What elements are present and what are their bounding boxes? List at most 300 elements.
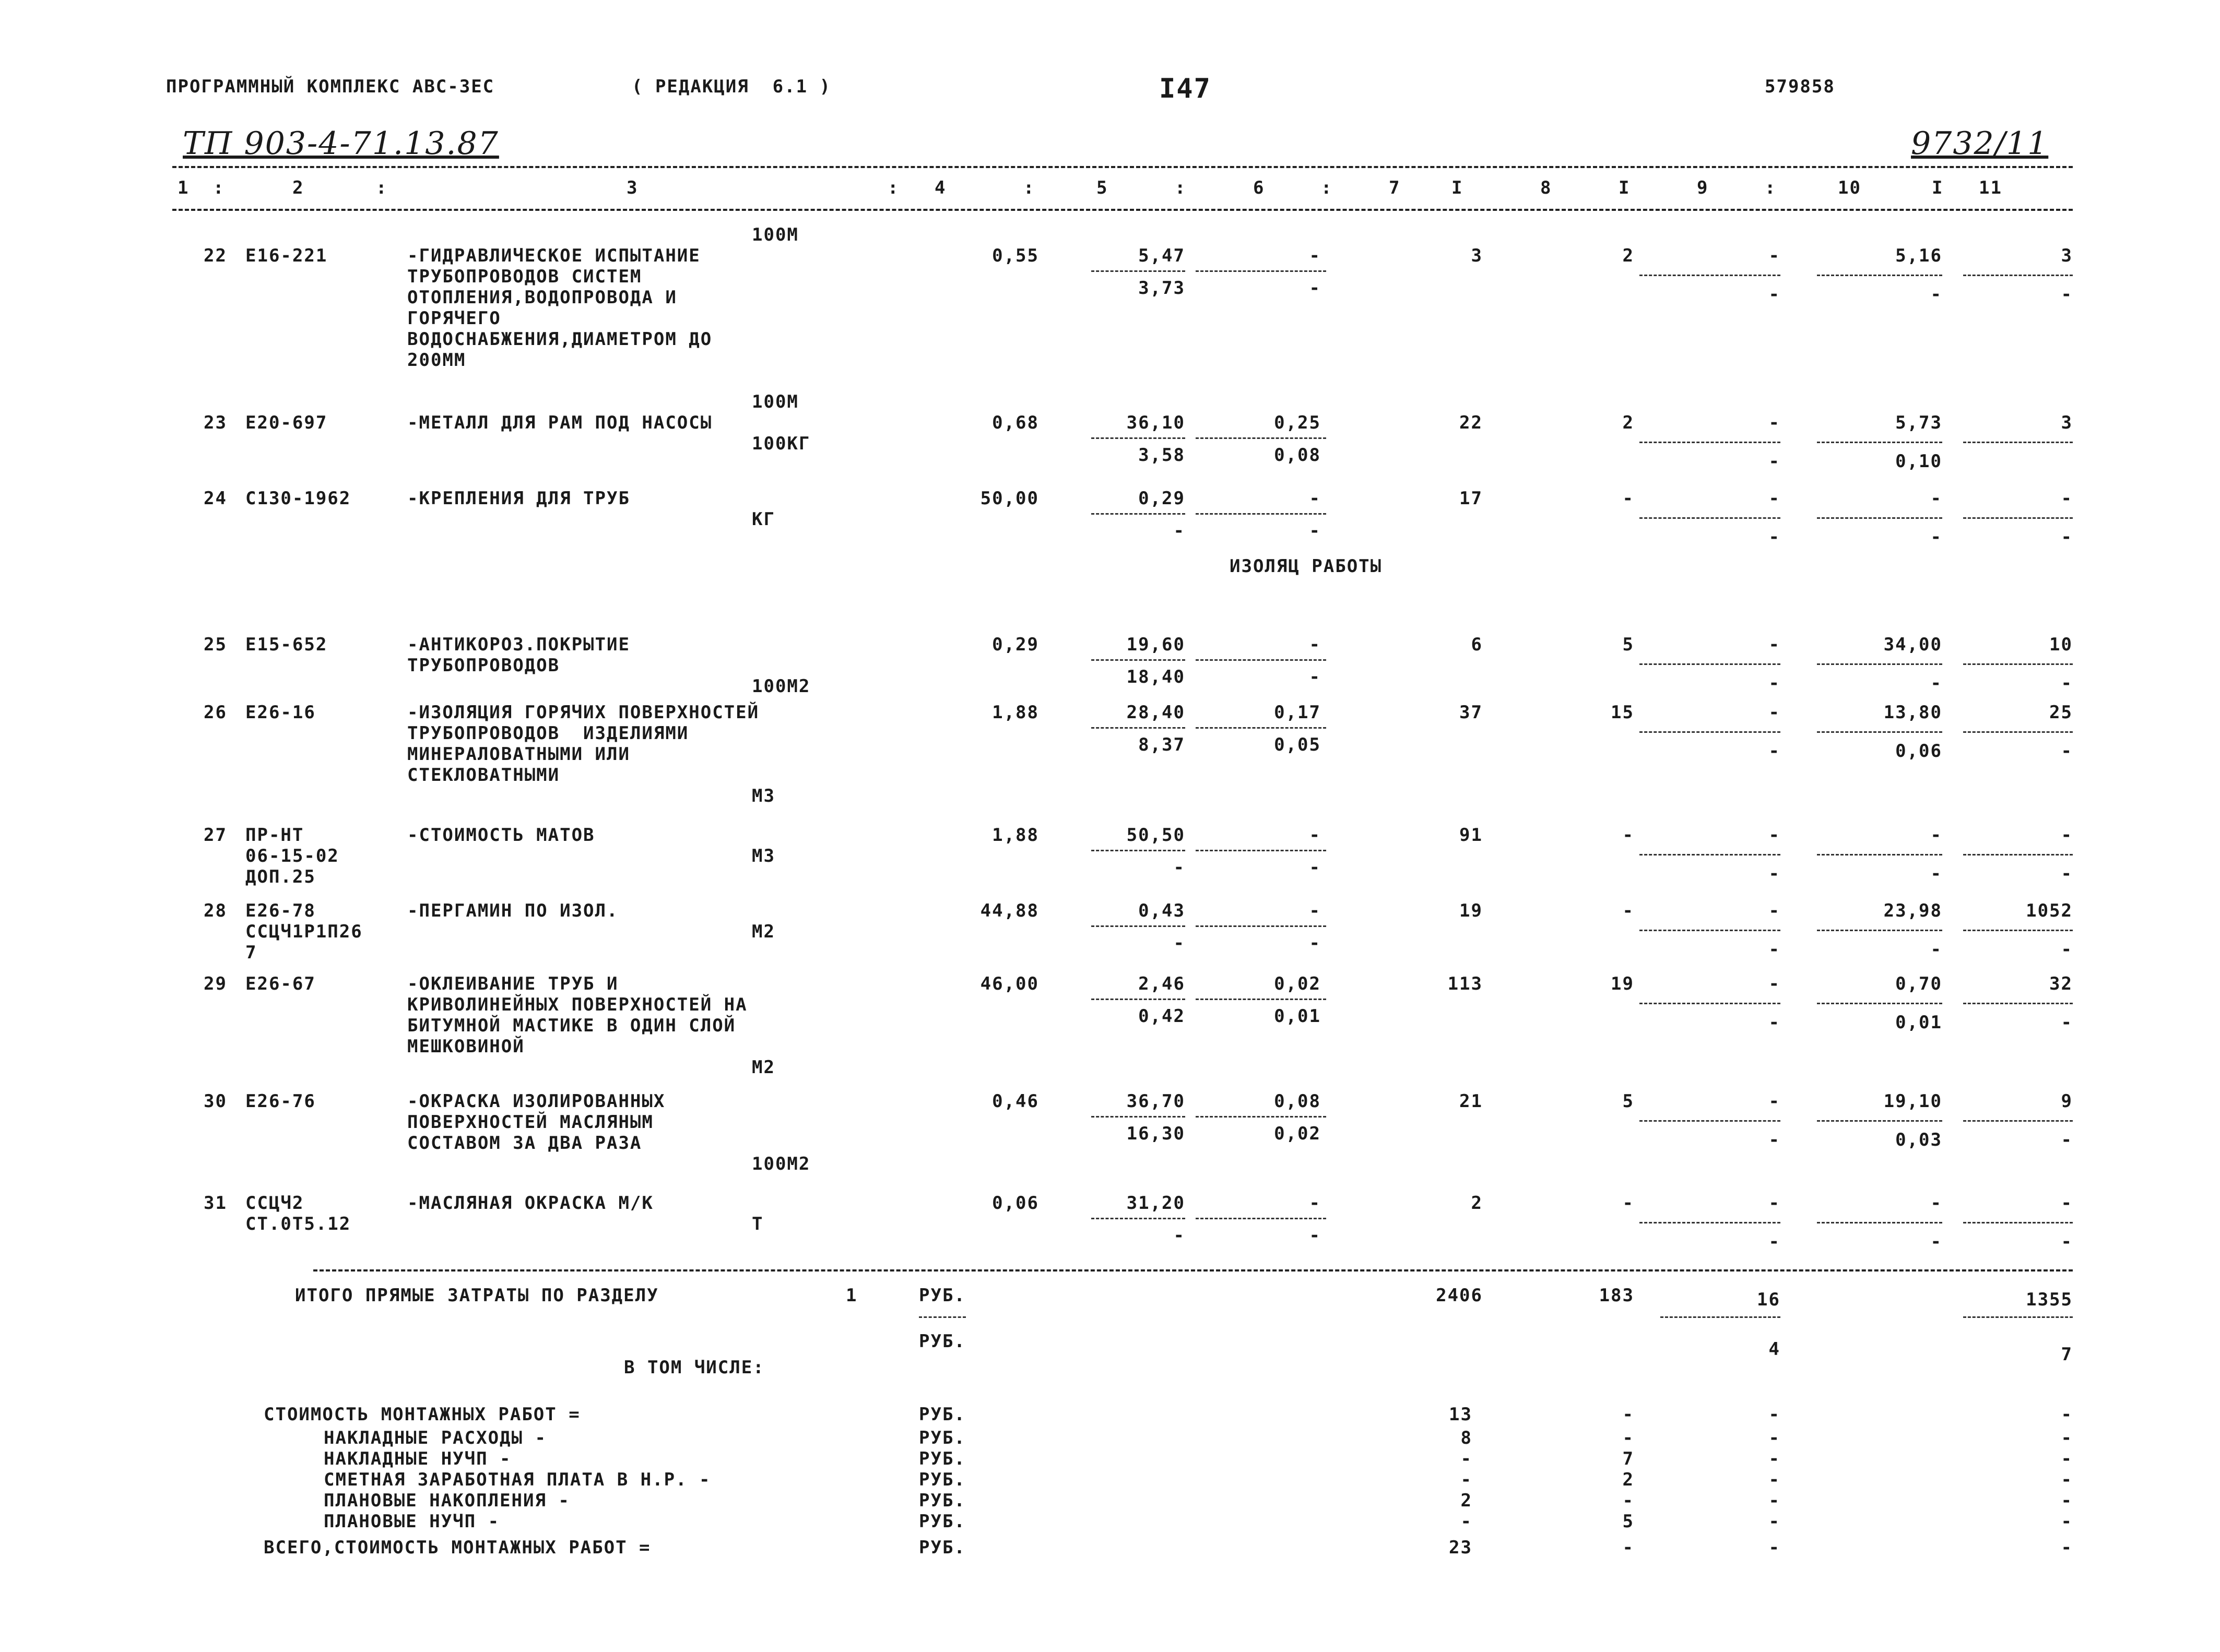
row-c8: -: [1622, 488, 1634, 509]
row-c9: -: [1768, 900, 1780, 921]
row-separator: [1817, 731, 1942, 733]
row-c11b: -: [2061, 741, 2073, 762]
row-c6b: -: [1309, 520, 1321, 541]
row-c10b: -: [1930, 1231, 1942, 1252]
row-c4: 0,29: [992, 634, 1039, 655]
row-c9: -: [1768, 634, 1780, 655]
row-c11: -: [2061, 488, 2073, 509]
summary-unit: РУБ.: [919, 1511, 966, 1532]
summary-col9: -: [1768, 1511, 1780, 1532]
row-c5b: 8,37: [1138, 734, 1185, 755]
row-c5b: 3,58: [1138, 445, 1185, 466]
row-separator: [1091, 270, 1185, 272]
row-c11: 32: [2049, 973, 2073, 994]
row-c7: 22: [1459, 412, 1483, 433]
summary-col7: 13: [1449, 1404, 1472, 1425]
row-code: Е15-652: [245, 634, 328, 655]
including-label: В ТОМ ЧИСЛЕ:: [624, 1357, 765, 1378]
column-header-1: :: [213, 177, 225, 198]
summary-label: НАКЛАДНЫЕ РАСХОДЫ -: [324, 1428, 547, 1448]
summary-col11: -: [2061, 1537, 2073, 1558]
row-description-line: ПОВЕРХНОСТЕЙ МАСЛЯНЫМ: [407, 1112, 654, 1133]
row-c11: 9: [2061, 1091, 2073, 1112]
summary-col11: -: [2061, 1448, 2073, 1469]
summary-label: ВСЕГО,СТОИМОСТЬ МОНТАЖНЫХ РАБОТ =: [264, 1537, 651, 1558]
row-separator: [1817, 1222, 1942, 1223]
summary-col8: -: [1622, 1537, 1634, 1558]
row-c6b: -: [1309, 667, 1321, 687]
row-code: Е20-697: [245, 412, 328, 433]
row-code-3: ДОП.25: [245, 866, 316, 887]
column-header-5: :: [888, 177, 900, 198]
row-separator: [1963, 442, 2073, 443]
row-separator: [1639, 442, 1780, 443]
row-c11b: -: [2061, 284, 2073, 305]
row-c9b: -: [1768, 863, 1780, 884]
row-code-2: СТ.0Т5.12: [245, 1214, 351, 1234]
row-code: Е26-67: [245, 973, 316, 994]
column-header-9: :: [1175, 177, 1187, 198]
row-separator: [1639, 1003, 1780, 1004]
row-c6b: -: [1309, 857, 1321, 878]
row-c4: 0,55: [992, 245, 1039, 266]
column-header-0: 1: [178, 177, 190, 198]
row-c10: 13,80: [1883, 702, 1942, 723]
row-c11: 1052: [2026, 900, 2073, 921]
row-c4: 0,68: [992, 412, 1039, 433]
row-separator: [1091, 513, 1185, 515]
column-header-6: 4: [935, 177, 947, 198]
row-c5: 5,47: [1138, 245, 1185, 266]
totals-section: 1: [846, 1285, 858, 1306]
totals-col8: 183: [1599, 1285, 1634, 1306]
summary-col8: 2: [1622, 1469, 1634, 1490]
row-c6: 0,25: [1274, 412, 1321, 433]
row-description-line: ТРУБОПРОВОДОВ ИЗДЕЛИЯМИ: [407, 723, 689, 744]
row-c4: 50,00: [980, 488, 1039, 509]
summary-label: ПЛАНОВЫЕ НУЧП -: [324, 1511, 500, 1532]
row-separator: [1639, 731, 1780, 733]
summary-unit: РУБ.: [919, 1537, 966, 1558]
row-separator: [1963, 854, 2073, 855]
row-c7: 91: [1459, 825, 1483, 846]
row-separator: [1196, 1218, 1326, 1219]
row-description-line: СТЕКЛОВАТНЫМИ: [407, 765, 560, 786]
row-description-line: -МАСЛЯНАЯ ОКРАСКА М/К: [407, 1193, 654, 1214]
row-c5b: 16,30: [1126, 1123, 1185, 1144]
row-separator: [1963, 517, 2073, 519]
row-c5b: 18,40: [1126, 667, 1185, 687]
row-number: 22: [204, 245, 227, 266]
column-header-13: I: [1451, 177, 1463, 198]
summary-label: НАКЛАДНЫЕ НУЧП -: [324, 1448, 512, 1469]
summary-label: СТОИМОСТЬ МОНТАЖНЫХ РАБОТ =: [264, 1404, 581, 1425]
row-separator: [1963, 1003, 2073, 1004]
row-c10b: 0,01: [1895, 1012, 1942, 1033]
summary-label: ПЛАНОВЫЕ НАКОПЛЕНИЯ -: [324, 1490, 570, 1511]
row-unit-below: Т: [752, 1214, 764, 1234]
row-description-line: ВОДОСНАБЖЕНИЯ,ДИАМЕТРОМ ДО: [407, 329, 713, 350]
row-c6: -: [1309, 825, 1321, 846]
row-description-line: КРИВОЛИНЕЙНЫХ ПОВЕРХНОСТЕЙ НА: [407, 994, 748, 1015]
row-code: Е26-76: [245, 1091, 316, 1112]
sheet-number: 9732/11: [1911, 125, 2049, 162]
column-header-18: 10: [1838, 177, 1861, 198]
row-c4: 0,46: [992, 1091, 1039, 1112]
totals-unit-sep: [919, 1316, 966, 1318]
row-c9b: -: [1768, 673, 1780, 694]
row-c6: 0,17: [1274, 702, 1321, 723]
row-c10: 19,10: [1883, 1091, 1942, 1112]
row-c5b: -: [1173, 1225, 1185, 1246]
summary-col7: 2: [1460, 1490, 1472, 1511]
summary-col7: -: [1460, 1448, 1472, 1469]
row-c10b: -: [1930, 863, 1942, 884]
row-separator: [1817, 1120, 1942, 1122]
row-separator: [1196, 1116, 1326, 1118]
summary-unit: РУБ.: [919, 1469, 966, 1490]
summary-col7: 23: [1449, 1537, 1472, 1558]
row-c8: 2: [1622, 412, 1634, 433]
row-number: 29: [204, 973, 227, 994]
row-description-line: ГОРЯЧЕГО: [407, 308, 501, 329]
row-number: 30: [204, 1091, 227, 1112]
row-unit-below: М2: [752, 1057, 775, 1078]
row-c9: -: [1768, 973, 1780, 994]
row-description-line: 200ММ: [407, 350, 466, 371]
row-unit-above: 100М: [752, 224, 799, 245]
row-separator: [1963, 930, 2073, 931]
summary-col9: -: [1768, 1428, 1780, 1448]
row-c5: 50,50: [1126, 825, 1185, 846]
column-header-12: 7: [1389, 177, 1401, 198]
row-separator: [1817, 930, 1942, 931]
row-number: 23: [204, 412, 227, 433]
row-c11b: -: [2061, 1130, 2073, 1150]
row-c5: 36,10: [1126, 412, 1185, 433]
row-c4: 46,00: [980, 973, 1039, 994]
row-separator: [1196, 659, 1326, 661]
row-c6: 0,08: [1274, 1091, 1321, 1112]
row-c6b: 0,01: [1274, 1006, 1321, 1027]
row-description-line: ТРУБОПРОВОДОВ: [407, 655, 560, 676]
row-c9b: -: [1768, 451, 1780, 472]
totals-col11-b: 7: [2061, 1344, 2073, 1365]
row-c8: -: [1622, 825, 1634, 846]
row-c10: -: [1930, 825, 1942, 846]
row-c10b: -: [1930, 284, 1942, 305]
row-description-line: -ИЗОЛЯЦИЯ ГОРЯЧИХ ПОВЕРХНОСТЕЙ: [407, 702, 760, 723]
row-description-line: -АНТИКОРОЗ.ПОКРЫТИЕ: [407, 634, 630, 655]
row-c9: -: [1768, 245, 1780, 266]
row-c9b: -: [1768, 741, 1780, 762]
summary-col9: -: [1768, 1404, 1780, 1425]
row-c8: 19: [1611, 973, 1634, 994]
row-c5b: 0,42: [1138, 1006, 1185, 1027]
row-c5b: -: [1173, 520, 1185, 541]
row-c9b: -: [1768, 1130, 1780, 1150]
summary-col9: -: [1768, 1448, 1780, 1469]
column-header-20: 11: [1979, 177, 2002, 198]
row-c10b: -: [1930, 527, 1942, 548]
row-number: 24: [204, 488, 227, 509]
row-c11: 10: [2049, 634, 2073, 655]
row-c11: -: [2061, 825, 2073, 846]
row-separator: [1963, 663, 2073, 665]
row-c6b: 0,08: [1274, 445, 1321, 466]
row-c6: 0,02: [1274, 973, 1321, 994]
column-header-17: :: [1765, 177, 1777, 198]
row-unit-above: 100М: [752, 391, 799, 412]
row-unit-below: М2: [752, 921, 775, 942]
row-c7: 19: [1459, 900, 1483, 921]
row-separator: [1817, 517, 1942, 519]
row-c5: 0,29: [1138, 488, 1185, 509]
totals-col9-b: 4: [1768, 1339, 1780, 1360]
row-c7: 37: [1459, 702, 1483, 723]
row-c6b: 0,02: [1274, 1123, 1321, 1144]
row-number: 31: [204, 1193, 227, 1214]
row-c11: 25: [2049, 702, 2073, 723]
row-separator: [1817, 663, 1942, 665]
row-c7: 113: [1447, 973, 1483, 994]
row-separator: [1639, 517, 1780, 519]
row-unit-below: 100М2: [752, 1154, 811, 1174]
row-c6b: -: [1309, 1225, 1321, 1246]
row-description-line: ОТОПЛЕНИЯ,ВОДОПРОВОДА И: [407, 287, 677, 308]
row-code-3: 7: [245, 942, 257, 963]
row-c7: 17: [1459, 488, 1483, 509]
column-header-19: I: [1932, 177, 1944, 198]
row-separator: [1196, 925, 1326, 927]
summary-col9: -: [1768, 1490, 1780, 1511]
row-c5: 28,40: [1126, 702, 1185, 723]
row-separator: [1196, 270, 1326, 272]
program-name: ПРОГРАММНЫЙ КОМПЛЕКС АВС-3ЕС: [166, 76, 495, 97]
row-description-line: -ПЕРГАМИН ПО ИЗОЛ.: [407, 900, 619, 921]
summary-col11: -: [2061, 1490, 2073, 1511]
summary-col8: 7: [1622, 1448, 1634, 1469]
row-separator: [1639, 663, 1780, 665]
row-separator: [1963, 1120, 2073, 1122]
row-c9: -: [1768, 1091, 1780, 1112]
row-c7: 3: [1471, 245, 1483, 266]
summary-col9: -: [1768, 1469, 1780, 1490]
row-c10: 5,73: [1895, 412, 1942, 433]
totals-col7: 2406: [1436, 1285, 1483, 1306]
row-c11b: -: [2061, 863, 2073, 884]
row-c11b: -: [2061, 939, 2073, 960]
row-code-2: ССЦЧ1Р1П26: [245, 921, 363, 942]
totals-col11: 1355: [2026, 1289, 2073, 1310]
row-description-line: -ОКРАСКА ИЗОЛИРОВАННЫХ: [407, 1091, 666, 1112]
row-c5b: -: [1173, 933, 1185, 954]
row-c6b: 0,05: [1274, 734, 1321, 755]
column-header-11: :: [1321, 177, 1333, 198]
row-description-line: -ОКЛЕИВАНИЕ ТРУБ И: [407, 973, 619, 994]
totals-unit: РУБ.: [919, 1285, 966, 1306]
summary-col9: -: [1768, 1537, 1780, 1558]
row-c9: -: [1768, 412, 1780, 433]
row-unit-below: М3: [752, 786, 775, 806]
row-c5b: -: [1173, 857, 1185, 878]
summary-col8: -: [1622, 1428, 1634, 1448]
row-c10: -: [1930, 488, 1942, 509]
row-c5: 2,46: [1138, 973, 1185, 994]
row-c6b: -: [1309, 933, 1321, 954]
row-c6: -: [1309, 634, 1321, 655]
row-c7: 2: [1471, 1193, 1483, 1214]
row-separator: [1963, 731, 2073, 733]
row-description-line: МИНЕРАЛОВАТНЫМИ ИЛИ: [407, 744, 630, 765]
summary-col7: 8: [1460, 1428, 1472, 1448]
row-separator: [1091, 999, 1185, 1000]
row-separator: [1091, 1218, 1185, 1219]
row-separator: [1963, 1222, 2073, 1223]
row-c5: 0,43: [1138, 900, 1185, 921]
row-number: 26: [204, 702, 227, 723]
column-header-4: 3: [627, 177, 639, 198]
row-number: 27: [204, 825, 227, 846]
row-c6: -: [1309, 900, 1321, 921]
row-c8: -: [1622, 900, 1634, 921]
section-title: ИЗОЛЯЦ РАБОТЫ: [1230, 556, 1383, 577]
column-header-3: :: [376, 177, 388, 198]
row-c4: 1,88: [992, 825, 1039, 846]
column-header-7: :: [1023, 177, 1035, 198]
row-description-line: -ГИДРАВЛИЧЕСКОЕ ИСПЫТАНИЕ: [407, 245, 701, 266]
row-c10: 5,16: [1895, 245, 1942, 266]
column-header-16: 9: [1697, 177, 1709, 198]
column-header-15: I: [1619, 177, 1631, 198]
column-header-10: 6: [1253, 177, 1265, 198]
row-c6: -: [1309, 245, 1321, 266]
row-separator: [1196, 727, 1326, 729]
row-c6b: -: [1309, 278, 1321, 299]
summary-col11: -: [2061, 1404, 2073, 1425]
summary-unit: РУБ.: [919, 1428, 966, 1448]
row-c11: -: [2061, 1193, 2073, 1214]
row-code: ССЦЧ2: [245, 1193, 304, 1214]
summary-col7: -: [1460, 1511, 1472, 1532]
summary-col8: 5: [1622, 1511, 1634, 1532]
row-separator: [1091, 850, 1185, 851]
row-c7: 6: [1471, 634, 1483, 655]
row-separator: [1639, 930, 1780, 931]
row-c11b: -: [2061, 1012, 2073, 1033]
row-description-line: -МЕТАЛЛ ДЛЯ РАМ ПОД НАСОСЫ: [407, 412, 713, 433]
row-separator: [1963, 275, 2073, 276]
row-c5b: 3,73: [1138, 278, 1185, 299]
row-c10: 23,98: [1883, 900, 1942, 921]
summary-unit: РУБ.: [919, 1448, 966, 1469]
row-separator: [1091, 659, 1185, 661]
row-c10b: 0,10: [1895, 451, 1942, 472]
row-number: 28: [204, 900, 227, 921]
row-c11b: -: [2061, 673, 2073, 694]
row-c6: -: [1309, 1193, 1321, 1214]
row-c9: -: [1768, 488, 1780, 509]
totals-unit-2: РУБ.: [919, 1331, 966, 1352]
row-c5: 36,70: [1126, 1091, 1185, 1112]
row-number: 25: [204, 634, 227, 655]
row-code: Е26-78: [245, 900, 316, 921]
summary-col8: -: [1622, 1404, 1634, 1425]
row-c10: -: [1930, 1193, 1942, 1214]
row-code: ПР-НТ: [245, 825, 304, 846]
row-c9: -: [1768, 825, 1780, 846]
summary-col11: -: [2061, 1428, 2073, 1448]
row-description-line: -СТОИМОСТЬ МАТОВ: [407, 825, 595, 846]
row-separator: [1196, 513, 1326, 515]
row-c9b: -: [1768, 939, 1780, 960]
row-unit-below: КГ: [752, 509, 775, 530]
row-c11: 3: [2061, 245, 2073, 266]
row-separator: [1817, 275, 1942, 276]
totals-label: ИТОГО ПРЯМЫЕ ЗАТРАТЫ ПО РАЗДЕЛУ: [295, 1285, 659, 1306]
row-c9b: -: [1768, 284, 1780, 305]
row-c10b: 0,03: [1895, 1130, 1942, 1150]
column-header-8: 5: [1096, 177, 1108, 198]
row-c8: 5: [1622, 1091, 1634, 1112]
row-code: Е26-16: [245, 702, 316, 723]
row-c9b: -: [1768, 1231, 1780, 1252]
totals-col9: 16: [1757, 1289, 1780, 1310]
column-header-2: 2: [292, 177, 304, 198]
row-c11: 3: [2061, 412, 2073, 433]
summary-label: СМЕТНАЯ ЗАРАБОТНАЯ ПЛАТА В Н.Р. -: [324, 1469, 711, 1490]
row-description-line: БИТУМНОЙ МАСТИКЕ В ОДИН СЛОЙ: [407, 1015, 736, 1036]
summary-col11: -: [2061, 1511, 2073, 1532]
row-code: С130-1962: [245, 488, 351, 509]
row-c5: 19,60: [1126, 634, 1185, 655]
row-separator: [1817, 1003, 1942, 1004]
row-c9b: -: [1768, 527, 1780, 548]
row-c8: 15: [1611, 702, 1634, 723]
row-c10: 34,00: [1883, 634, 1942, 655]
row-separator: [1639, 854, 1780, 855]
row-description-line: МЕШКОВИНОЙ: [407, 1036, 525, 1057]
row-c6: -: [1309, 488, 1321, 509]
top-rule: [172, 166, 2073, 168]
row-c8: -: [1622, 1193, 1634, 1214]
row-c10b: -: [1930, 673, 1942, 694]
summary-col8: -: [1622, 1490, 1634, 1511]
totals-rule: [313, 1269, 2073, 1271]
column-header-14: 8: [1540, 177, 1552, 198]
row-c9: -: [1768, 702, 1780, 723]
row-unit-below: 100М2: [752, 676, 811, 697]
row-c10b: -: [1930, 939, 1942, 960]
row-separator: [1091, 1116, 1185, 1118]
row-c9: -: [1768, 1193, 1780, 1214]
row-c11b: -: [2061, 1231, 2073, 1252]
row-c11b: -: [2061, 527, 2073, 548]
row-separator: [1817, 442, 1942, 443]
row-c8: 2: [1622, 245, 1634, 266]
row-c10b: 0,06: [1895, 741, 1942, 762]
row-separator: [1196, 850, 1326, 851]
row-c9b: -: [1768, 1012, 1780, 1033]
row-separator: [1091, 925, 1185, 927]
row-code-2: 06-15-02: [245, 846, 339, 866]
edition: ( РЕДАКЦИЯ 6.1 ): [632, 76, 831, 97]
row-separator: [1196, 437, 1326, 439]
row-c4: 1,88: [992, 702, 1039, 723]
row-c4: 0,06: [992, 1193, 1039, 1214]
row-c4: 44,88: [980, 900, 1039, 921]
row-c8: 5: [1622, 634, 1634, 655]
